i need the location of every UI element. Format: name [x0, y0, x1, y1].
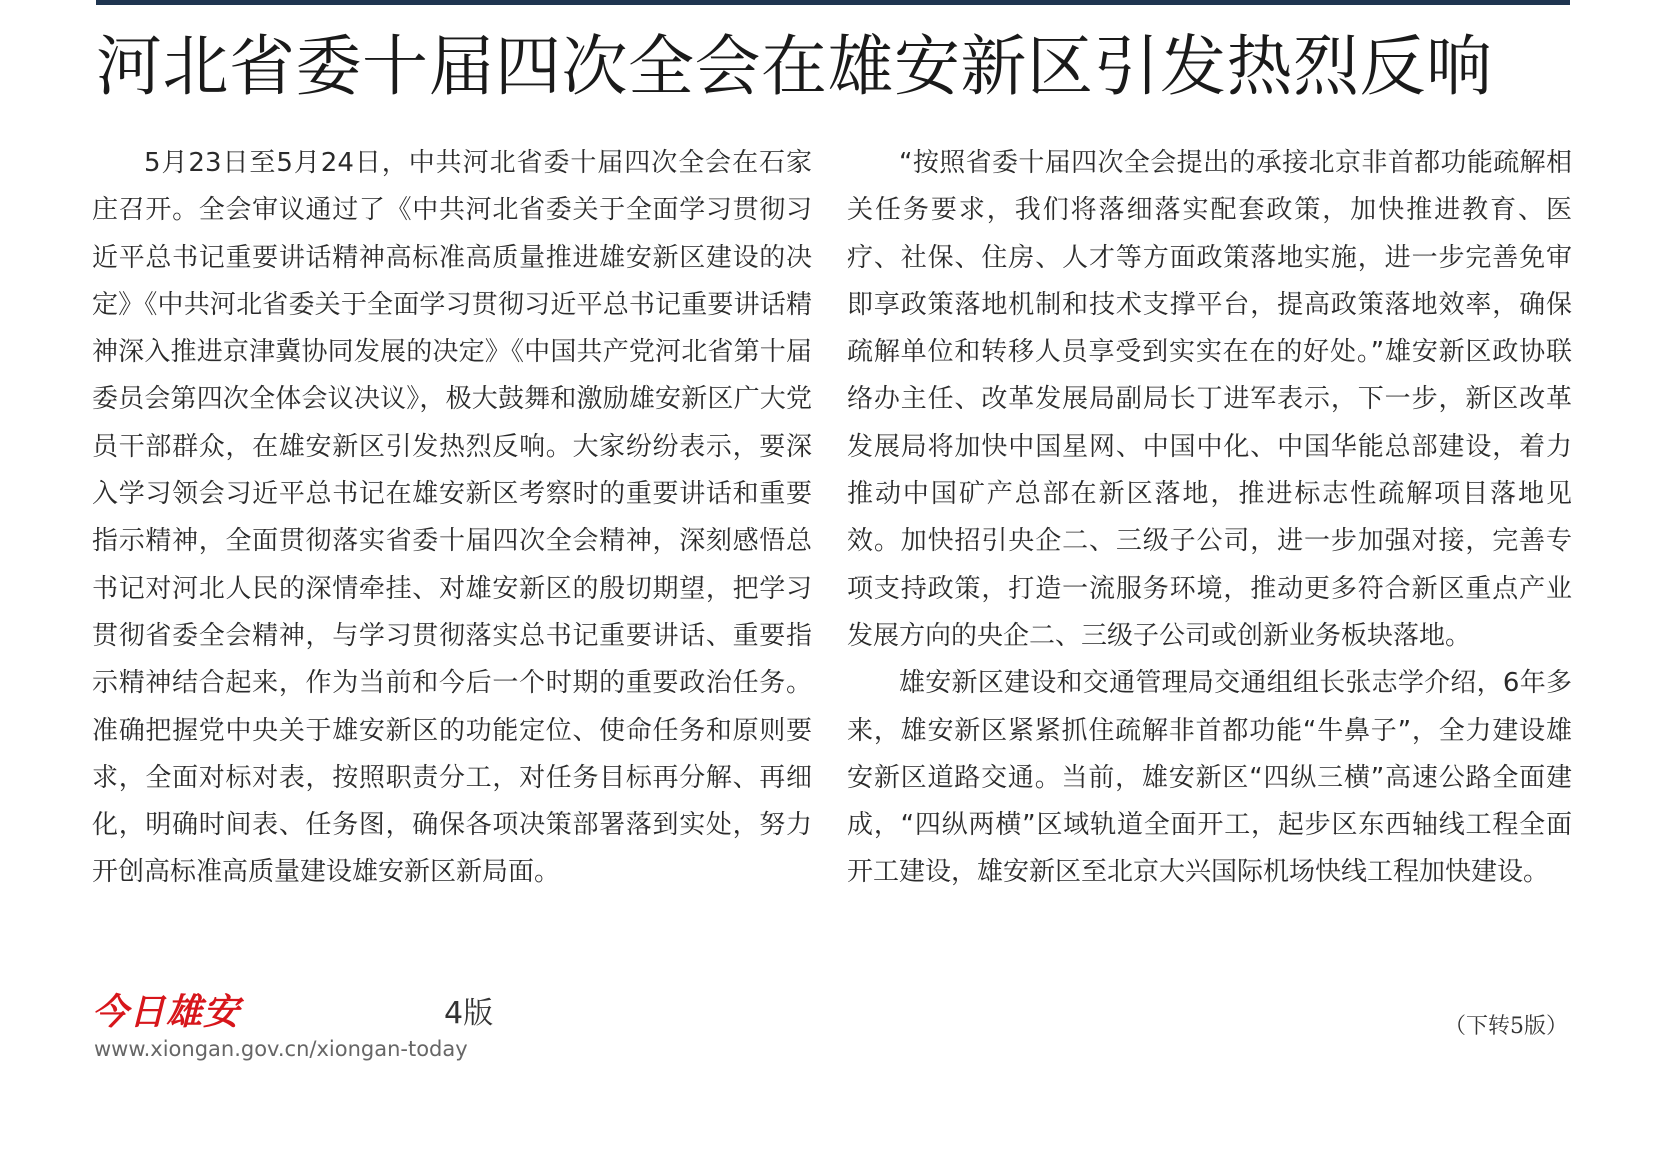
page-number: 4版: [444, 996, 494, 1031]
article-paragraph: 雄安新区建设和交通管理局交通组组长张志学介绍，6年多来，雄安新区紧紧抓住疏解非首都功能“牛鼻子”，全力建设雄安新区道路交通。当前，雄安新区“四纵三横”高速公路全面建成，“四纵两横”区域轨道全面开工，起步区东西轴线工程全面开工建设，雄安新区至北京大兴国际机场快线工程加快建设。: [847, 668, 1572, 888]
top-rule: [96, 0, 1570, 5]
continued-note: （下转5版）: [1444, 1014, 1568, 1039]
page-title: 河北省委十届四次全会在雄安新区引发热烈反响: [96, 28, 1493, 105]
article-paragraph: “按照省委十届四次全会提出的承接北京非首都功能疏解相关任务要求，我们将落细落实配套政策，加快推进教育、医疗、社保、住房、人才等方面政策落地实施，进一步完善免审即享政策落地机制和技术支撑平台，提高政策落地效率，确保疏解单位和转移人员享受到实实在在的好处。”雄安新区政协联络办主任、改革发展局副局长丁进军表示，下一步，新区改革发展局将加快中国星网、中国中化、中国华能总部建设，着力推动中国矿产总部在新区落地，推进标志性疏解项目落地见效。加快招引央企二、三级子公司，进一步加强对接，完善专项支持政策，打造一流服务环境，推动更多符合新区重点产业发展方向的央企二、三级子公司或创新业务板块落地。: [847, 148, 1572, 651]
publication-url: www.xiongan.gov.cn/xiongan-today: [94, 1037, 468, 1061]
article-paragraph: 5月23日至5月24日，中共河北省委十届四次全会在石家庄召开。全会审议通过了《中共河北省委关于全面学习贯彻习近平总书记重要讲话精神高标准高质量推进雄安新区建设的决定》《中共河北省委关于全面学习贯彻习近平总书记重要讲话精神深入推进京津冀协同发展的决定》《中国共产党河北省第十届委员会第四次全体会议决议》，极大鼓舞和激励雄安新区广大党员干部群众，在雄安新区引发热烈反响。大家纷纷表示，要深入学习领会习近平总书记在雄安新区考察时的重要讲话和重要指示精神，全面贯彻落实省委十届四次全会精神，深刻感悟总书记对河北人民的深情牵挂、对雄安新区的殷切期望，把学习贯彻省委全会精神，与学习贯彻落实总书记重要讲话、重要指示精神结合起来，作为当前和今后一个时期的重要政治任务。准确把握党中央关于雄安新区的功能定位、使命任务和原则要求，全面对标对表，按照职责分工，对任务目标再分解、再细化，明确时间表、任务图，确保各项决策部署落到实处，努力开创高标准高质量建设雄安新区新局面。: [92, 148, 812, 888]
article-column-left: [92, 140, 812, 897]
article-column-right: [847, 140, 1572, 897]
publication-logo: 今日雄安: [92, 991, 241, 1033]
